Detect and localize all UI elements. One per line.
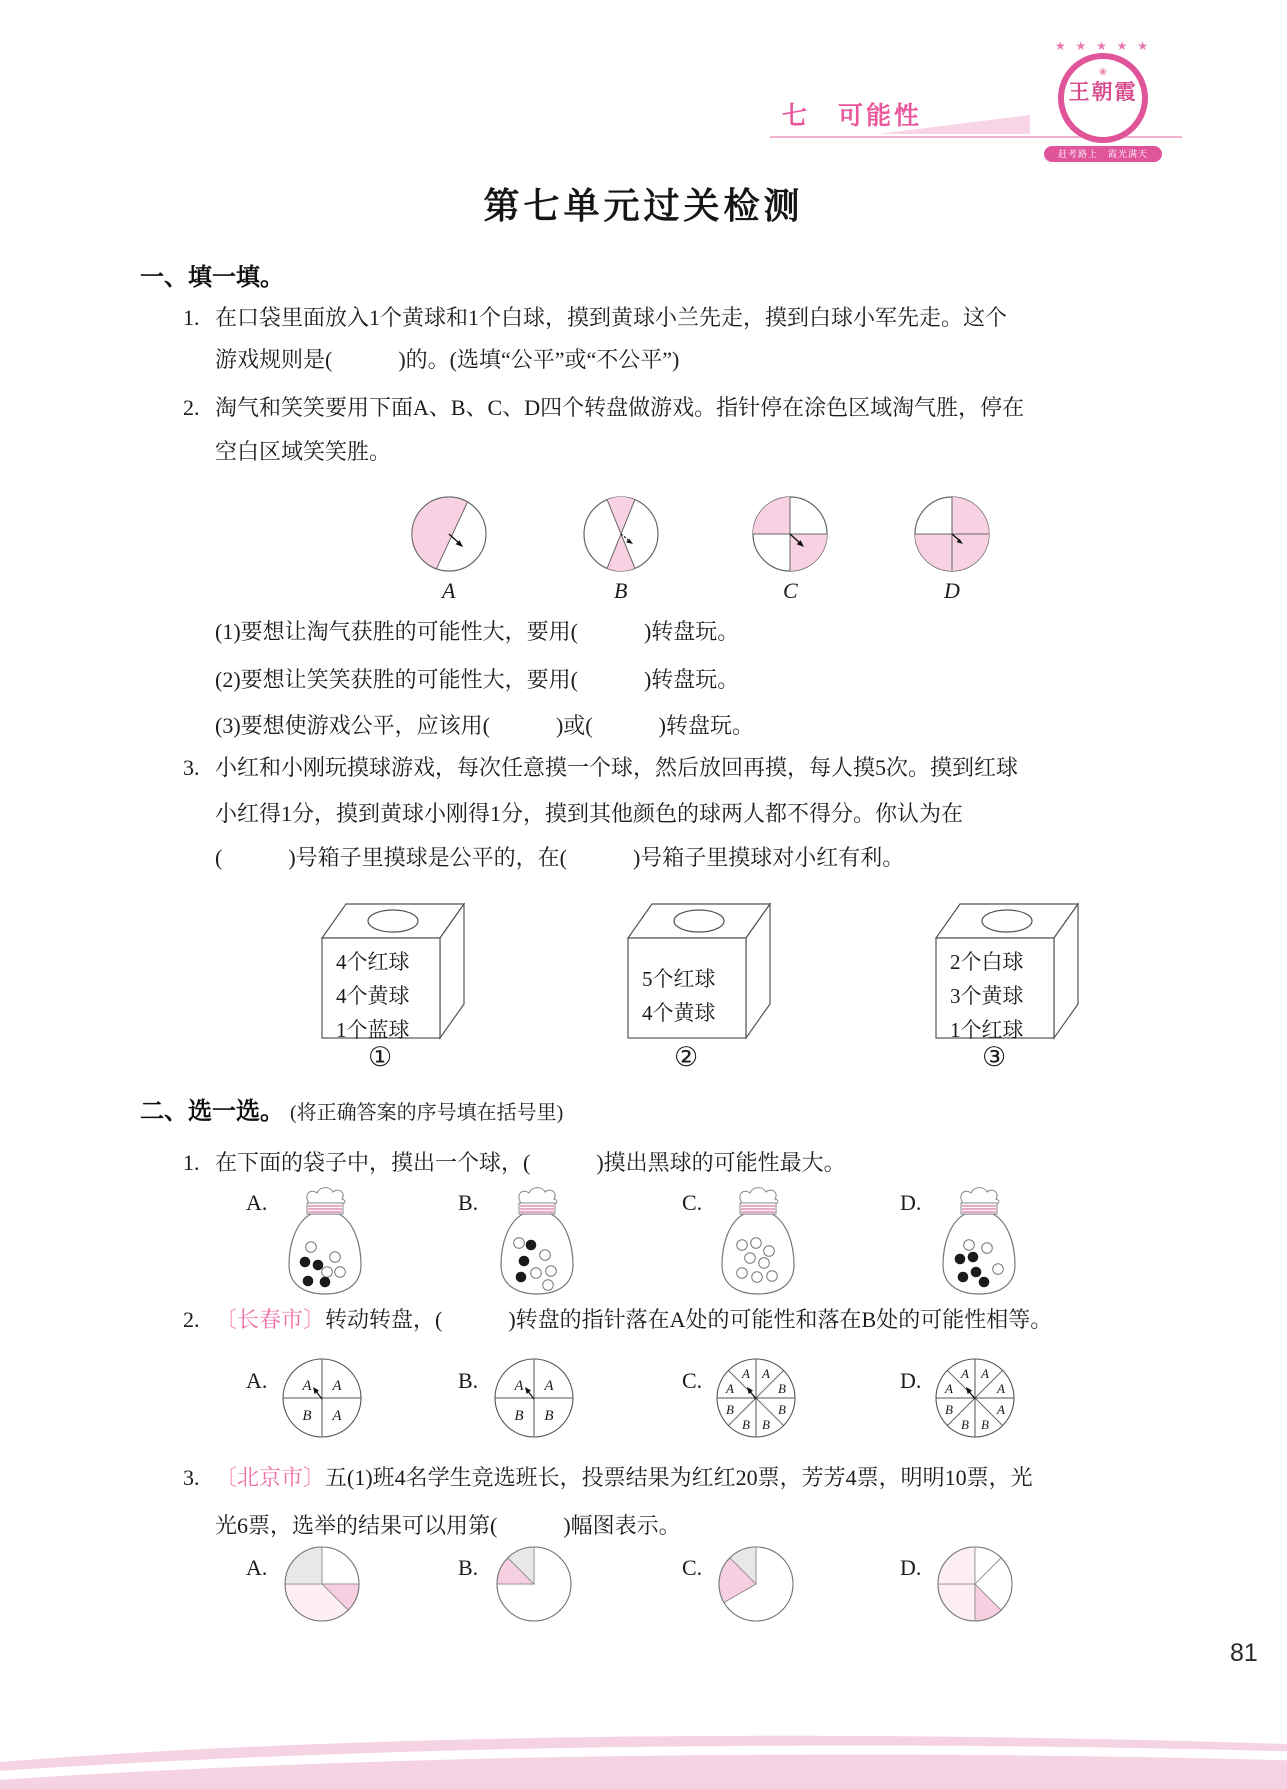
section-two-note: (将正确答案的序号填在括号里)	[290, 1102, 564, 1124]
spinner2-option-c	[714, 1356, 798, 1440]
spinner2-option-a	[280, 1356, 364, 1440]
logo-ribbon: 赶考路上 霞光满天	[1044, 146, 1162, 162]
q1-number: 1.	[183, 305, 200, 330]
s2-q2-number: 2.	[183, 1307, 200, 1332]
spinner2-option-b	[492, 1356, 576, 1440]
q3-line-2: 小红得1分，摸到黄球小刚得1分，摸到其他颜色的球两人都不得分。你认为在	[215, 801, 964, 826]
sector-letter: A	[514, 1378, 524, 1394]
q2-sub-1: (1)要想让淘气获胜的可能性大，要用( )转盘玩。	[215, 619, 740, 644]
q2-sub-2: (2)要想让笑笑获胜的可能性大，要用( )转盘玩。	[215, 667, 740, 692]
box-2-label: ②	[674, 1042, 699, 1072]
s2-q2-city-tag: 〔长春市〕	[215, 1307, 326, 1332]
sector-letter: B	[762, 1417, 770, 1432]
sector-letter: A	[332, 1378, 342, 1394]
pie-option-c	[716, 1544, 796, 1624]
spinner-a-label: A	[442, 578, 456, 603]
sector-letter: B	[778, 1402, 786, 1417]
spinner-d-label: D	[944, 578, 960, 603]
spinner2-b-icon	[492, 1356, 576, 1440]
logo-name: 王朝霞	[1068, 80, 1138, 104]
s2-q3-number: 3.	[183, 1465, 200, 1490]
box-1-line: 1个蓝球	[336, 1018, 410, 1042]
s2-q3-line-1	[215, 1463, 1033, 1493]
sector-letter: A	[961, 1366, 969, 1381]
section-two-heading-text: 二、选一选。	[140, 1098, 284, 1125]
spinner2-option-d-label: D.	[900, 1368, 922, 1393]
sector-letter: A	[945, 1381, 953, 1396]
box-2-contents	[642, 962, 752, 1030]
pie-d-icon	[935, 1544, 1015, 1624]
pie-option-a	[282, 1544, 362, 1624]
page-title: 第七单元过关检测	[483, 185, 804, 226]
s2-q2-text-body: 转动转盘，( )转盘的指针落在A处的可能性和落在B处的可能性相等。	[325, 1307, 1053, 1332]
s2-q3-line-1-body: 五(1)班4名学生竞选班长，投票结果为红红20票，芳芳4票，明明10票，光	[325, 1465, 1033, 1490]
pie-option-c-label: C.	[682, 1555, 703, 1580]
q3-line-3: ( )号箱子里摸球是公平的，在( )号箱子里摸球对小红有利。	[215, 845, 905, 870]
unit-label: 七 可能性	[782, 102, 923, 130]
pie-option-d-label: D.	[900, 1555, 922, 1580]
q2-number: 2.	[183, 395, 200, 420]
sector-letter: A	[997, 1402, 1005, 1417]
bag-option-a-label: A.	[246, 1190, 268, 1215]
spinner-b-icon	[581, 494, 661, 574]
bag-option-b-label: B.	[458, 1190, 479, 1215]
spinner2-option-c-label: C.	[682, 1368, 703, 1393]
pie-option-d	[935, 1544, 1015, 1624]
box-1-contents	[336, 945, 446, 1047]
spinner-c-icon	[750, 494, 830, 574]
box-3-line: 1个红球	[950, 1018, 1024, 1042]
spinner-figure-b	[581, 494, 661, 574]
spinner2-c-icon	[714, 1356, 798, 1440]
sector-letter: B	[945, 1402, 953, 1417]
logo-stars-icon: ★ ★ ★ ★ ★	[1054, 39, 1152, 53]
bag-option-d-label: D.	[900, 1190, 922, 1215]
sector-letter: B	[514, 1408, 524, 1424]
ball-box-2	[620, 888, 775, 1048]
box-2-line: 5个红球	[642, 967, 716, 991]
box-2-line: 4个黄球	[642, 1001, 716, 1025]
ball-box-1	[314, 888, 469, 1048]
bag-d-icon	[934, 1186, 1024, 1298]
bag-c-icon	[713, 1186, 803, 1298]
q2-line-2: 空白区域笑笑胜。	[215, 439, 392, 464]
q2-sub-3: (3)要想使游戏公平，应该用( )或( )转盘玩。	[215, 713, 754, 738]
spinner2-option-d	[933, 1356, 1017, 1440]
q1-line-1: 在口袋里面放入1个黄球和1个白球，摸到黄球小兰先走，摸到白球小军先走。这个	[215, 305, 1008, 330]
q3-line-1: 小红和小刚玩摸球游戏，每次任意摸一个球，然后放回再摸，每人摸5次。摸到红球	[215, 755, 1019, 780]
spinner2-d-icon	[933, 1356, 1017, 1440]
s2-q1-text: 在下面的袋子中，摸出一个球，( )摸出黑球的可能性最大。	[215, 1150, 846, 1175]
box-3-line: 3个黄球	[950, 984, 1024, 1008]
spinner2-a-icon	[280, 1356, 364, 1440]
s2-q2-text	[215, 1305, 1052, 1335]
pie-b-icon	[494, 1544, 574, 1624]
spinner-d-icon	[912, 494, 992, 574]
brand-logo	[1030, 40, 1176, 162]
q1-line-2: 游戏规则是( )的。(选填“公平”或“不公平”)	[215, 347, 680, 372]
sector-letter: A	[332, 1408, 342, 1424]
spinner2-option-a-label: A.	[246, 1368, 268, 1393]
pie-c-icon	[716, 1544, 796, 1624]
pie-option-b-label: B.	[458, 1555, 479, 1580]
sector-letter: B	[302, 1408, 312, 1424]
box-3-contents	[950, 945, 1060, 1047]
spinner-c-label: C	[783, 578, 798, 603]
pie-a-icon	[282, 1544, 362, 1624]
bag-option-c-label: C.	[682, 1190, 703, 1215]
q2-line-1: 淘气和笑笑要用下面A、B、C、D四个转盘做游戏。指针停在涂色区域淘气胜，停在	[215, 395, 1025, 420]
spinner-figure-c	[750, 494, 830, 574]
box-1-label: ①	[368, 1042, 393, 1072]
spinner-a-icon	[409, 494, 489, 574]
sector-letter: B	[961, 1417, 969, 1432]
footer-wave-decoration	[0, 1714, 1287, 1789]
sector-letter: B	[778, 1381, 786, 1396]
sector-letter: B	[544, 1408, 554, 1424]
box-3-label: ③	[982, 1042, 1007, 1072]
sector-letter: B	[726, 1402, 734, 1417]
bag-option-d	[934, 1186, 1024, 1298]
s2-q3-line-2: 光6票，选举的结果可以用第( )幅图表示。	[215, 1513, 681, 1538]
pie-option-b	[494, 1544, 574, 1624]
spinner2-option-b-label: B.	[458, 1368, 479, 1393]
sector-letter: A	[544, 1378, 554, 1394]
spinner-figure-d	[912, 494, 992, 574]
q3-number: 3.	[183, 755, 200, 780]
bag-a-icon	[280, 1186, 370, 1298]
box-1-line: 4个黄球	[336, 984, 410, 1008]
bag-option-a	[280, 1186, 370, 1298]
sector-letter: A	[302, 1378, 312, 1394]
sector-letter: A	[997, 1381, 1005, 1396]
sector-letter: A	[742, 1366, 750, 1381]
sector-letter: A	[981, 1366, 989, 1381]
section-one-heading: 一、填一填。	[140, 264, 284, 291]
sector-letter: B	[981, 1417, 989, 1432]
spinner-b-label: B	[614, 578, 628, 603]
bag-b-icon	[492, 1186, 582, 1298]
bag-option-c	[713, 1186, 803, 1298]
sector-letter: A	[726, 1381, 734, 1396]
logo-circle	[1058, 53, 1148, 143]
sector-letter: B	[742, 1417, 750, 1432]
pie-option-a-label: A.	[246, 1555, 268, 1580]
spinner-figure-a	[409, 494, 489, 574]
box-1-line: 4个红球	[336, 950, 410, 974]
ball-box-3	[928, 888, 1083, 1048]
s2-q3-city-tag: 〔北京市〕	[215, 1465, 326, 1490]
box-3-line: 2个白球	[950, 950, 1024, 974]
section-two-heading	[140, 1097, 563, 1128]
flower-icon: ❀	[1098, 67, 1108, 78]
page-number: 81	[1230, 1639, 1258, 1667]
s2-q1-number: 1.	[183, 1150, 200, 1175]
sector-letter: A	[762, 1366, 770, 1381]
bag-option-b	[492, 1186, 582, 1298]
